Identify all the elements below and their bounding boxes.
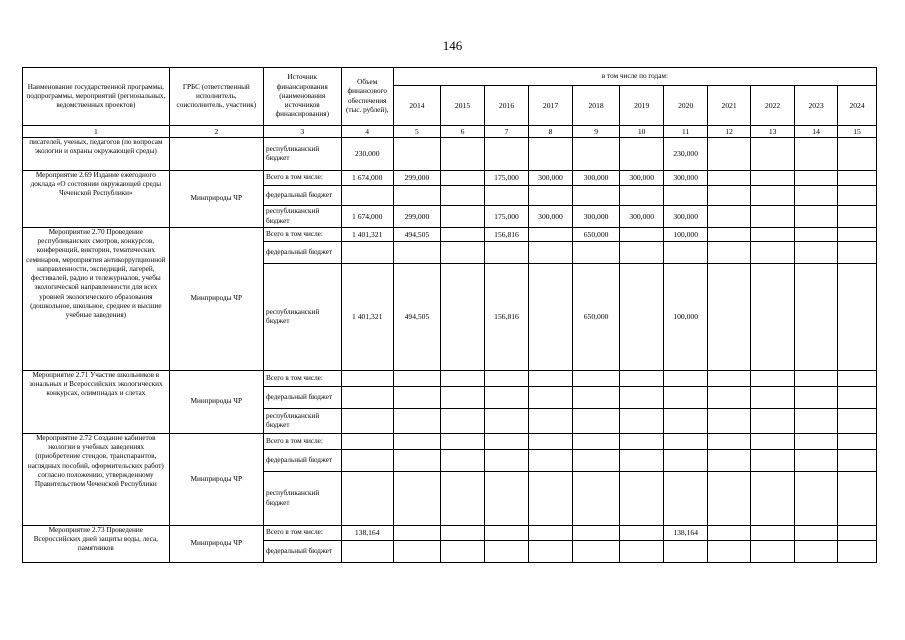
grbs-cell: Минприроды ЧР: [169, 228, 263, 371]
value-cell: [664, 450, 708, 472]
value-cell: [708, 264, 751, 371]
column-index: 13: [751, 126, 795, 138]
value-cell: 156,816: [485, 264, 529, 371]
value-cell: [838, 186, 877, 206]
value-cell: 156,816: [485, 228, 529, 242]
year-header: 2020: [664, 86, 708, 126]
value-cell: [708, 171, 751, 186]
value-cell: [393, 371, 440, 387]
value-cell: [708, 450, 751, 472]
value-cell: [485, 409, 529, 434]
value-cell: [393, 541, 440, 563]
value-cell: [393, 472, 440, 526]
value-cell: [708, 206, 751, 228]
value-cell: [620, 409, 664, 434]
value-cell: [393, 526, 440, 541]
value-cell: 650,000: [573, 228, 620, 242]
value-cell: 650,000: [573, 264, 620, 371]
value-cell: [441, 171, 485, 186]
value-cell: 494,505: [393, 264, 440, 371]
value-cell: [751, 434, 795, 450]
value-cell: [573, 472, 620, 526]
value-cell: [485, 186, 529, 206]
value-cell: [620, 186, 664, 206]
value-cell: [393, 186, 440, 206]
value-cell: [708, 228, 751, 242]
value-cell: [708, 138, 751, 171]
value-cell: [529, 138, 573, 171]
value-cell: [664, 242, 708, 264]
value-cell: [751, 472, 795, 526]
value-cell: [838, 450, 877, 472]
table-row: [23, 138, 877, 171]
table-row: [23, 171, 877, 186]
value-cell: [529, 526, 573, 541]
value-cell: [620, 450, 664, 472]
value-cell: [620, 371, 664, 387]
value-cell: [708, 409, 751, 434]
value-cell: [664, 409, 708, 434]
value-cell: [529, 186, 573, 206]
source-cell: федеральный бюджет: [263, 387, 341, 409]
value-cell: [838, 228, 877, 242]
value-cell: [795, 228, 838, 242]
value-cell: [485, 387, 529, 409]
column-index: 2: [169, 126, 263, 138]
grbs-cell: [169, 138, 263, 171]
value-cell: [795, 387, 838, 409]
value-cell: [795, 450, 838, 472]
year-header: 2024: [838, 86, 877, 126]
source-cell: республиканский бюджет: [263, 206, 341, 228]
value-cell: 299,000: [393, 171, 440, 186]
column-index: 5: [393, 126, 440, 138]
value-cell: [751, 242, 795, 264]
value-cell: [708, 472, 751, 526]
value-cell: [664, 371, 708, 387]
measure-name: Мероприятие 2.73 Проведение Всероссийских дней защиты воды, леса, памятников: [23, 526, 170, 563]
value-cell: 230,000: [341, 138, 393, 171]
value-cell: [708, 434, 751, 450]
value-cell: [751, 138, 795, 171]
value-cell: [485, 526, 529, 541]
year-header: 2023: [795, 86, 838, 126]
value-cell: [664, 186, 708, 206]
value-cell: [529, 242, 573, 264]
value-cell: [664, 387, 708, 409]
value-cell: [441, 409, 485, 434]
header-volume: Объем финансового обеспечения (тыс. рублей),: [341, 68, 393, 126]
column-index: 9: [573, 126, 620, 138]
page-number: 146: [442, 38, 463, 53]
value-cell: 300,000: [529, 206, 573, 228]
value-cell: [573, 138, 620, 171]
value-cell: 175,000: [485, 206, 529, 228]
measure-name: писателей, ученых, педагогов (по вопросам экологии и охраны окружающей среды): [23, 138, 170, 171]
value-cell: [573, 387, 620, 409]
value-cell: [664, 472, 708, 526]
value-cell: [341, 541, 393, 563]
table-row: [23, 228, 877, 242]
grbs-cell: Минприроды ЧР: [169, 371, 263, 434]
year-header: 2022: [751, 86, 795, 126]
value-cell: 300,000: [620, 206, 664, 228]
value-cell: 138,164: [341, 526, 393, 541]
value-cell: 300,000: [664, 171, 708, 186]
value-cell: [708, 371, 751, 387]
value-cell: [795, 264, 838, 371]
value-cell: [529, 371, 573, 387]
value-cell: [393, 450, 440, 472]
value-cell: [573, 409, 620, 434]
value-cell: [751, 387, 795, 409]
grbs-cell: Минприроды ЧР: [169, 526, 263, 563]
value-cell: [529, 450, 573, 472]
value-cell: 300,000: [620, 171, 664, 186]
source-cell: республиканский бюджет: [263, 264, 341, 371]
value-cell: [620, 472, 664, 526]
source-cell: республиканский бюджет: [263, 138, 341, 171]
value-cell: [795, 138, 838, 171]
value-cell: [708, 526, 751, 541]
value-cell: [529, 472, 573, 526]
value-cell: [795, 186, 838, 206]
value-cell: 494,505: [393, 228, 440, 242]
value-cell: [751, 450, 795, 472]
value-cell: 1 674,000: [341, 206, 393, 228]
value-cell: [838, 138, 877, 171]
header-grbs: ГРБС (ответственный исполнитель, соисполнитель, участник): [169, 68, 263, 126]
value-cell: 300,000: [529, 171, 573, 186]
value-cell: [708, 541, 751, 563]
year-header: 2014: [393, 86, 440, 126]
value-cell: [620, 138, 664, 171]
value-cell: [573, 526, 620, 541]
value-cell: [573, 450, 620, 472]
value-cell: [529, 264, 573, 371]
value-cell: [529, 387, 573, 409]
value-cell: 300,000: [573, 206, 620, 228]
value-cell: [573, 371, 620, 387]
value-cell: [393, 434, 440, 450]
measure-name: Мероприятие 2.72 Создание кабинетов экологии в учебных заведениях (приобретение стендов, транспарантов, наглядных пособий, оформительских работ) согласно положению, утвержденному Правительством Чеченской Республики: [23, 434, 170, 526]
value-cell: 175,000: [485, 171, 529, 186]
column-index: 4: [341, 126, 393, 138]
measure-name: Мероприятие 2.69 Издание ежегодного доклада «О состоянии окружающей среды Чеченской Республики»: [23, 171, 170, 228]
value-cell: [838, 434, 877, 450]
value-cell: [708, 242, 751, 264]
value-cell: [751, 228, 795, 242]
value-cell: [441, 264, 485, 371]
value-cell: [441, 371, 485, 387]
year-header: 2017: [529, 86, 573, 126]
value-cell: [441, 228, 485, 242]
value-cell: [529, 409, 573, 434]
value-cell: [620, 387, 664, 409]
column-index: 12: [708, 126, 751, 138]
value-cell: [838, 541, 877, 563]
value-cell: [573, 434, 620, 450]
value-cell: [573, 242, 620, 264]
value-cell: [795, 434, 838, 450]
value-cell: [751, 409, 795, 434]
value-cell: [838, 387, 877, 409]
value-cell: 300,000: [573, 171, 620, 186]
source-cell: федеральный бюджет: [263, 541, 341, 563]
value-cell: [485, 371, 529, 387]
value-cell: [441, 526, 485, 541]
value-cell: [485, 138, 529, 171]
value-cell: [795, 171, 838, 186]
column-index: 10: [620, 126, 664, 138]
value-cell: [341, 450, 393, 472]
value-cell: [838, 242, 877, 264]
value-cell: [751, 186, 795, 206]
value-cell: [485, 472, 529, 526]
value-cell: [795, 242, 838, 264]
value-cell: [795, 371, 838, 387]
source-cell: Всего в том числе:: [263, 371, 341, 387]
value-cell: [838, 264, 877, 371]
value-cell: [441, 206, 485, 228]
year-header: 2018: [573, 86, 620, 126]
source-cell: федеральный бюджет: [263, 450, 341, 472]
value-cell: 1 401,321: [341, 264, 393, 371]
source-cell: федеральный бюджет: [263, 186, 341, 206]
value-cell: [838, 206, 877, 228]
value-cell: [620, 264, 664, 371]
source-cell: федеральный бюджет: [263, 242, 341, 264]
value-cell: [751, 206, 795, 228]
value-cell: [751, 264, 795, 371]
value-cell: [620, 526, 664, 541]
value-cell: [664, 541, 708, 563]
value-cell: [441, 450, 485, 472]
value-cell: [485, 242, 529, 264]
source-cell: Всего в том числе:: [263, 434, 341, 450]
value-cell: [795, 472, 838, 526]
measure-name: Мероприятие 2.70 Проведение республиканских смотров, конкурсов, конференций, викторин, тематических семинаров, мероприятия антикоррупционной направленности, экспедиций, лагерей, фестивалей, радио и тележурналов, учебы экологической направленности для всех уровней экологического образования (дошкольное, школьное, среднее и высшие учебные заведения): [23, 228, 170, 371]
value-cell: 100,000: [664, 264, 708, 371]
value-cell: [708, 186, 751, 206]
value-cell: [529, 434, 573, 450]
value-cell: [751, 371, 795, 387]
value-cell: [393, 138, 440, 171]
value-cell: [441, 541, 485, 563]
value-cell: [441, 434, 485, 450]
value-cell: [441, 472, 485, 526]
value-cell: [485, 434, 529, 450]
value-cell: 1 401,321: [341, 228, 393, 242]
value-cell: [441, 138, 485, 171]
year-header: 2019: [620, 86, 664, 126]
measure-name: Мероприятие 2.71 Участие школьников в зональных и Всероссийских экологических конкурсах, олимпиадах и слетах: [23, 371, 170, 434]
value-cell: [529, 228, 573, 242]
value-cell: [795, 409, 838, 434]
column-index: 1: [23, 126, 170, 138]
value-cell: [341, 186, 393, 206]
value-cell: [838, 171, 877, 186]
value-cell: 300,000: [664, 206, 708, 228]
value-cell: [441, 387, 485, 409]
table-row: [23, 526, 877, 541]
source-cell: Всего в том числе:: [263, 171, 341, 186]
source-cell: республиканский бюджет: [263, 409, 341, 434]
source-cell: Всего в том числе:: [263, 526, 341, 541]
source-cell: республиканский бюджет: [263, 472, 341, 526]
year-header: 2016: [485, 86, 529, 126]
value-cell: [620, 434, 664, 450]
value-cell: 299,000: [393, 206, 440, 228]
value-cell: [485, 541, 529, 563]
value-cell: [341, 387, 393, 409]
value-cell: [441, 186, 485, 206]
value-cell: [485, 450, 529, 472]
year-header: 2015: [441, 86, 485, 126]
value-cell: [341, 409, 393, 434]
value-cell: 100,000: [664, 228, 708, 242]
value-cell: [341, 242, 393, 264]
value-cell: 138,164: [664, 526, 708, 541]
column-index: 14: [795, 126, 838, 138]
column-index-row: [23, 126, 877, 138]
value-cell: [838, 409, 877, 434]
value-cell: [573, 186, 620, 206]
value-cell: [620, 242, 664, 264]
value-cell: [341, 434, 393, 450]
table-row: [23, 371, 877, 387]
value-cell: [751, 171, 795, 186]
value-cell: [838, 371, 877, 387]
year-header: 2021: [708, 86, 751, 126]
value-cell: [838, 526, 877, 541]
financing-table: [22, 67, 877, 563]
header-row: [23, 68, 877, 86]
column-index: 15: [838, 126, 877, 138]
value-cell: [620, 228, 664, 242]
value-cell: [393, 409, 440, 434]
value-cell: [620, 541, 664, 563]
table-row: [23, 434, 877, 450]
grbs-cell: Минприроды ЧР: [169, 434, 263, 526]
value-cell: [751, 541, 795, 563]
value-cell: [573, 541, 620, 563]
grbs-cell: Минприроды ЧР: [169, 171, 263, 228]
column-index: 7: [485, 126, 529, 138]
value-cell: [341, 472, 393, 526]
value-cell: [664, 434, 708, 450]
value-cell: [529, 541, 573, 563]
column-index: 6: [441, 126, 485, 138]
value-cell: [341, 371, 393, 387]
header-by-years: в том числе по годам:: [393, 68, 876, 86]
header-name: Наименование государственной программы, подпрограммы, мероприятий (региональных, ведомственных проектов): [23, 68, 170, 126]
column-index: 3: [263, 126, 341, 138]
value-cell: [795, 541, 838, 563]
value-cell: [795, 206, 838, 228]
value-cell: 1 674,000: [341, 171, 393, 186]
source-cell: Всего в том числе:: [263, 228, 341, 242]
column-index: 11: [664, 126, 708, 138]
value-cell: [441, 242, 485, 264]
column-index: 8: [529, 126, 573, 138]
value-cell: 230,000: [664, 138, 708, 171]
value-cell: [708, 387, 751, 409]
value-cell: [751, 526, 795, 541]
value-cell: [838, 472, 877, 526]
value-cell: [393, 387, 440, 409]
value-cell: [393, 242, 440, 264]
value-cell: [795, 526, 838, 541]
header-source: Источник финансирования (наименования источников финансирования): [263, 68, 341, 126]
